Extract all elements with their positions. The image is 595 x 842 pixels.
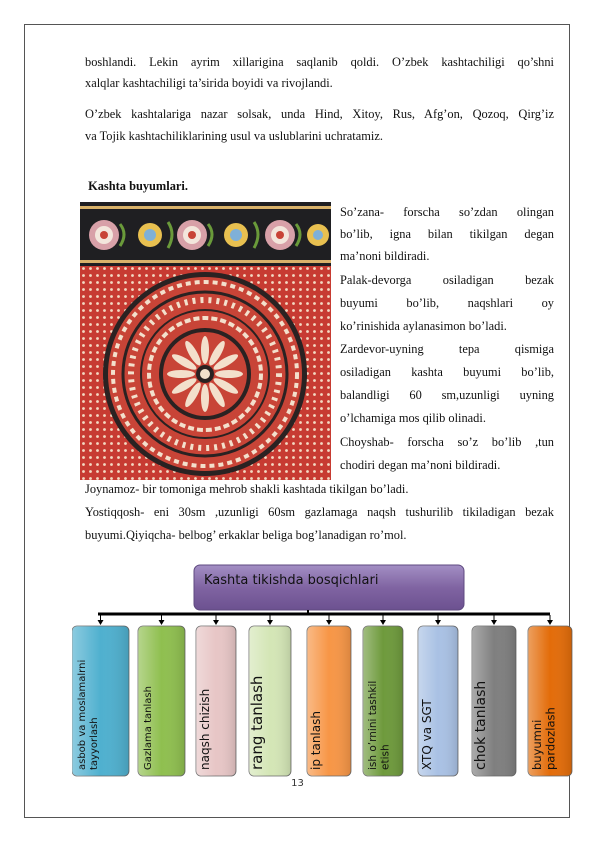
- arrow-down-icon: [98, 620, 104, 625]
- stage-label: XTQ va SGT: [420, 699, 434, 770]
- page-number: 13: [291, 778, 304, 789]
- definition-line: Palak-devorga osiladigan bezak: [340, 273, 554, 287]
- definition-line: buyumi bo’lib, naqshlari oy: [340, 296, 554, 310]
- stage-label: tayyorlash: [89, 717, 100, 770]
- paragraph-line: Joynamoz- bir tomoniga mehrob shakli kashtada tikilgan bo’ladi.: [85, 482, 409, 496]
- stage-label: rang tanlash: [248, 675, 266, 770]
- arrow-down-icon: [267, 620, 273, 625]
- arrow-down-icon: [159, 620, 165, 625]
- stage-label: pardozlash: [543, 707, 558, 770]
- definition-line: o’lchamiga mos qilib olinadi.: [340, 411, 486, 425]
- paragraph-line: xalqlar kashtachiligi ta’sirida boyidi va rivojlandi.: [85, 76, 333, 90]
- arrow-down-icon: [213, 620, 219, 625]
- stage-label: naqsh chizish: [198, 688, 212, 770]
- arrow-down-icon: [491, 620, 497, 625]
- definition-line: bo’lib, igna bilan tikilgan degan: [340, 227, 554, 241]
- section-heading: Kashta buyumlari.: [85, 179, 188, 193]
- arrow-down-icon: [326, 620, 332, 625]
- definition-line: Choyshab- forscha so’z bo’lib ,tun: [340, 435, 554, 449]
- definition-line: ma’noni bildiradi.: [340, 249, 430, 263]
- definition-line: chodiri degan ma’noni bildiradi.: [340, 458, 501, 472]
- stage-label: ip tanlash: [309, 711, 323, 770]
- stages-diagram: [72, 562, 573, 784]
- suzani-embroidery-image: [80, 202, 331, 480]
- paragraph-line: Yostiqqosh- eni 30sm ,uzunligi 60sm gazlamaga naqsh tushurilib tikiladigan bezak: [85, 505, 554, 519]
- stage-label: buyumni: [530, 719, 544, 770]
- arrow-down-icon: [380, 620, 386, 625]
- stage-label: chok tanlash: [473, 680, 489, 770]
- paragraph-line: va Tojik kashtachiliklarining usul va uslublarini uchratamiz.: [85, 129, 383, 143]
- arrow-down-icon: [435, 620, 441, 625]
- definition-line: balandligi 60 sm,uzunligi uyning: [340, 388, 554, 402]
- diagram-title: Kashta tikishda bosqichlari: [204, 573, 379, 588]
- arrow-down-icon: [547, 620, 553, 625]
- stage-label: asbob va moslamalrni: [77, 659, 88, 770]
- definition-line: ko’rinishida aylanasimon bo’ladi.: [340, 319, 507, 333]
- definition-line: Zardevor-uyning tepa qismiga: [340, 342, 554, 356]
- stage-label: ish o’rnini tashkil: [367, 680, 379, 770]
- definition-line: osiladigan kashta buyumi bo’lib,: [340, 365, 554, 379]
- stage-label: etish: [379, 744, 392, 770]
- definition-line: So’zana- forscha so’zdan olingan: [340, 205, 554, 219]
- paragraph-line: buyumi.Qiyiqcha- belbog’ erkaklar beliga bog’lanadigan ro’mol.: [85, 528, 407, 542]
- paragraph-line: O’zbek kashtalariga nazar solsak, unda Hind, Xitoy, Rus, Afg’on, Qozoq, Qirg’iz: [85, 107, 554, 121]
- paragraph-line: boshlandi. Lekin ayrim xillarigina saqlanib qoldi. O’zbek kashtachiligi qo’shni: [85, 55, 554, 69]
- stage-label: Gazlama tanlash: [143, 686, 154, 770]
